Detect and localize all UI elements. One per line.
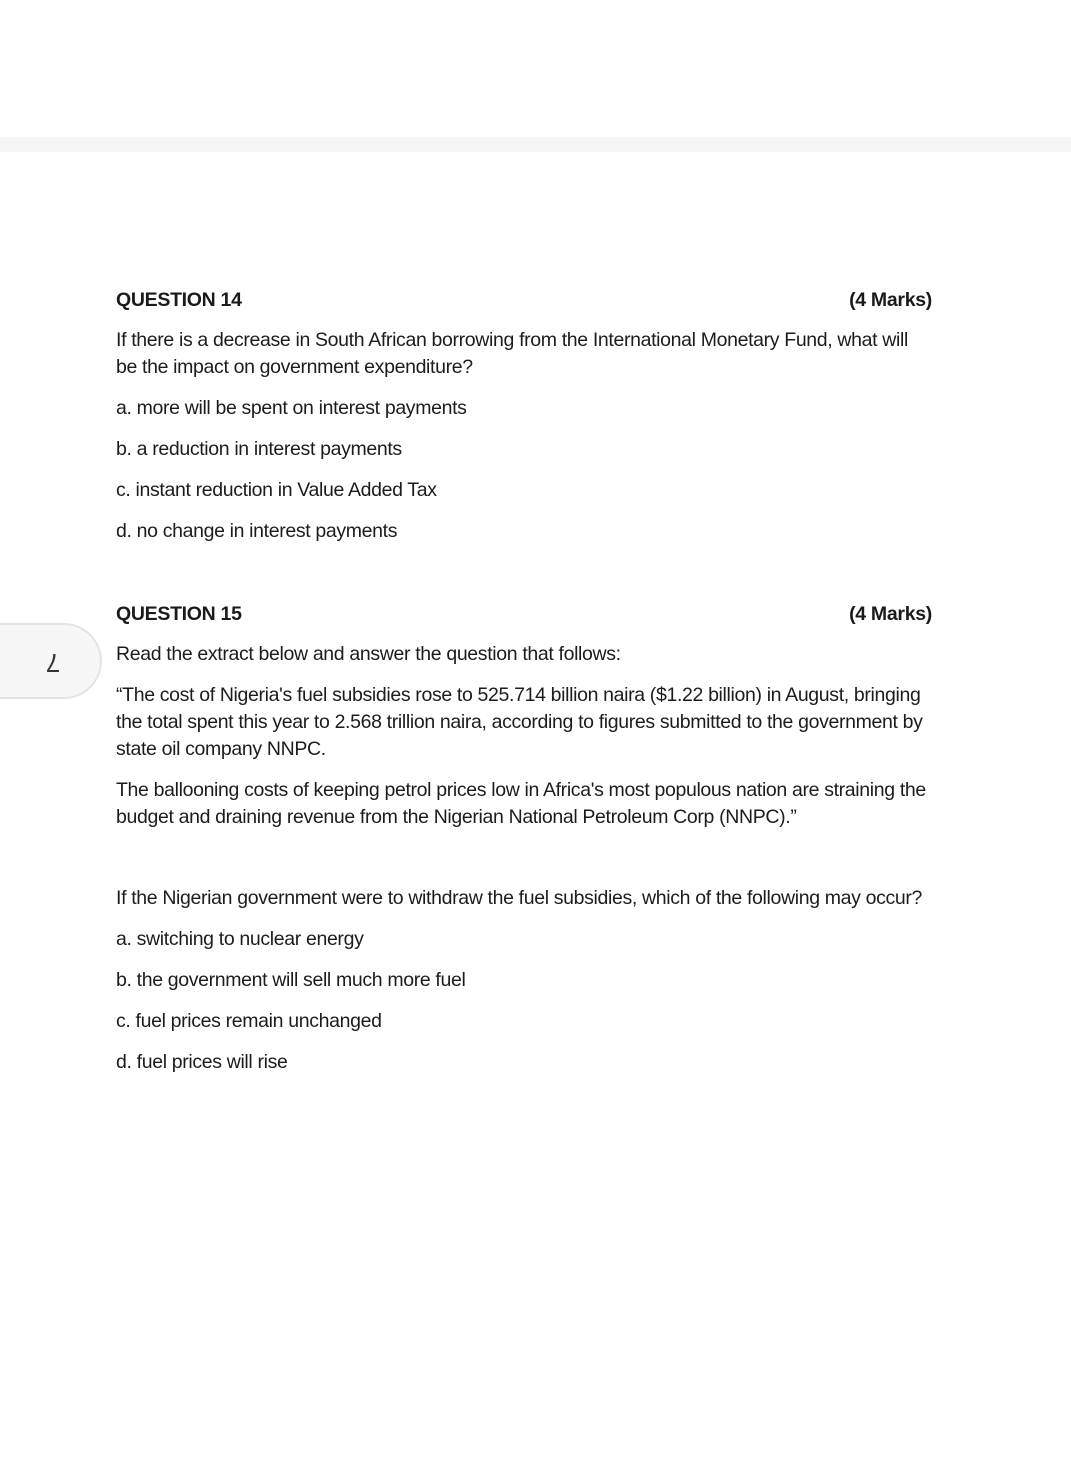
question-14-option-b: b. a reduction in interest payments	[116, 438, 402, 460]
question-15-header	[116, 601, 932, 627]
question-15-option-d: d. fuel prices will rise	[116, 1051, 288, 1073]
question-14-header	[116, 287, 932, 313]
exam-content	[116, 287, 932, 1076]
question-14-option-d: d. no change in interest payments	[116, 520, 398, 542]
question-15-extract-paragraph-1: “The cost of Nigeria's fuel subsidies rose to 525.714 billion naira ($1.22 billion) in August, bringing the total spent this year to 2.568 trillion naira, according to figures submitted to the government by state oil company NNPC.	[116, 684, 923, 760]
question-15-text: If the Nigerian government were to withdraw the fuel subsidies, which of the following may occur?	[116, 887, 923, 909]
top-band	[0, 137, 1071, 152]
question-14-title: QUESTION 14	[116, 289, 242, 311]
question-15-option-a: a. switching to nuclear energy	[116, 928, 364, 950]
question-15-marks: (4 Marks)	[849, 603, 932, 625]
question-15-instruction: Read the extract below and answer the question that follows:	[116, 643, 621, 665]
question-14-marks: (4 Marks)	[849, 289, 932, 311]
question-15-option-b: b. the government will sell much more fuel	[116, 969, 466, 991]
question-14-option-a: a. more will be spent on interest payments	[116, 397, 467, 419]
question-15-extract-paragraph-2: The ballooning costs of keeping petrol prices low in Africa's most populous nation are straining the budget and draining revenue from the Nigerian National Petroleum Corp (NNPC).”	[116, 779, 926, 828]
question-14-option-c: c. instant reduction in Value Added Tax	[116, 479, 437, 501]
question-15-title: QUESTION 15	[116, 603, 242, 625]
question-15-option-c: c. fuel prices remain unchanged	[116, 1010, 382, 1032]
side-tab-page-number: 7	[45, 648, 61, 678]
question-14-text: If there is a decrease in South African borrowing from the International Monetary Fund, what will be the impact on government expenditure?	[116, 329, 908, 378]
